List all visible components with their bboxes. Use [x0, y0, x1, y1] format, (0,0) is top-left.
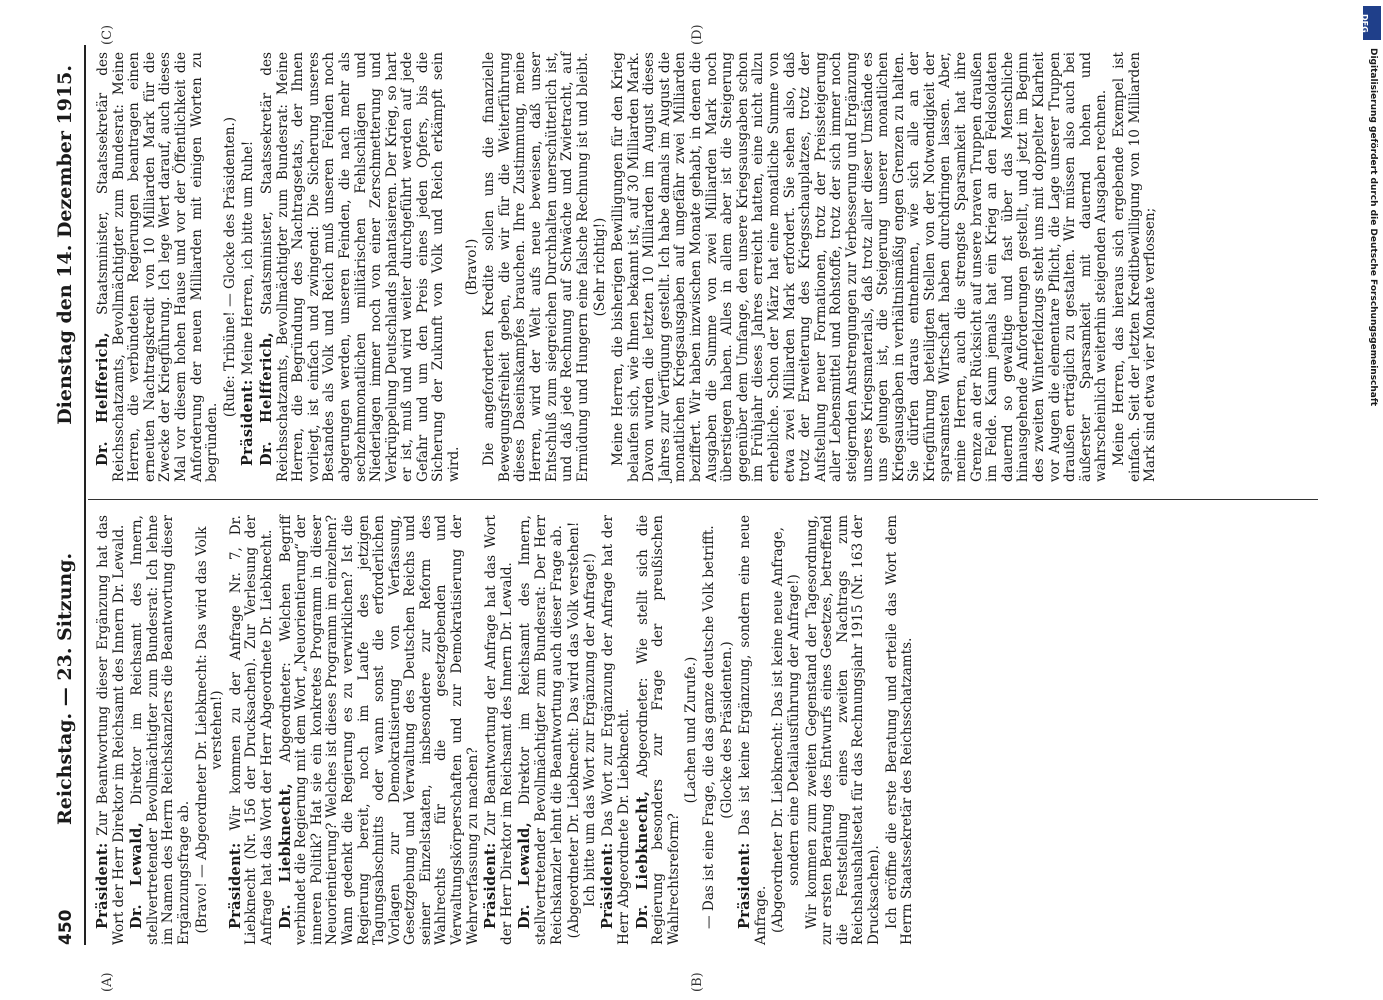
- speaker-name: Präsident:: [226, 842, 244, 929]
- margin-marker-a: (A): [100, 972, 115, 992]
- header-rule: [84, 45, 86, 945]
- speech-paragraph: [483, 515, 515, 945]
- paragraph: Die angeforderten Kredite sollen uns die finanzielle Bewegungsfreiheit geben, die wir für die Weiterführung dieses Daseinskampfes brauchen. Ihre Zustimmung, meine Herren, wird der Welt aufs neue beweisen, daß unser Entschluß zum siegreichen Durchhalten unerschütterlich ist, und daß jede Rechnung auf Schwäche und Zwietracht, auf Ermüdung und Hungern eine falsche Rechnung ist und bleibt.: [481, 52, 591, 482]
- speaker-name: Dr. Liebknecht,: [276, 783, 294, 929]
- speaker-name: Dr. Helfferich,: [94, 332, 111, 466]
- speech-paragraph: [228, 515, 276, 945]
- speech-paragraph: [129, 515, 192, 945]
- speech-text: Zur Beantwortung dieser Ergänzung hat das Wort der Herr Direktor im Reichsamt des Innern Dr. Lewald.: [95, 515, 127, 945]
- page-date: Dienstag den 14. Dezember 1915.: [54, 65, 76, 425]
- speech-paragraph: [737, 515, 769, 945]
- margin-marker-d: (D): [690, 24, 705, 45]
- interjection: (Sehr richtig!): [592, 217, 609, 317]
- right-column: [95, 52, 1161, 482]
- interjection: (Glocke des Präsidenten.): [718, 641, 735, 819]
- column-divider: [88, 499, 1318, 500]
- margin-marker-b: (B): [690, 972, 705, 992]
- speaker-name: Präsident:: [599, 842, 617, 929]
- speech-text: Das Wort zur Ergänzung der Anfrage hat der Herr Abgeordnete Dr. Liebknecht.: [600, 515, 632, 945]
- speaker-name: Dr. Helfferich,: [257, 332, 275, 466]
- paragraph: Meine Herren, die bisherigen Bewilligungen für den Krieg belaufen sich, wie Ihnen bekannt ist, auf 30 Milliarden Mark. Davon wurden die letzten 10 Milliarden im August dieses Jahres zur Verfügung gestellt. Ich habe damals im August die monatlichen Kriegsausgaben auf ungefähr zwei Milliarden beziffert. Wir haben inzwischen Monate gehabt, in denen die Ausgaben die Summe von zwei Milliarden Mark noch überstiegen haben. Alles in allem aber ist die Steigerung gegenüber dem Umfange, den unsere Kriegsausgaben schon im Frühjahr dieses Jahres erreicht hatten, eine nicht allzu erhebliche. Schon der März hat eine monatliche Summe von etwa zwei Milliarden Mark erfordert. Sie sehen also, daß trotz der Erweiterung des Kriegsschauplatzes, trotz der Aufstellung neuer Formationen, trotz der Preissteigerung aller Lebensmittel und Rohstoffe, trotz der sich immer noch steigernden Anstrengungen zur Verbesserung und Ergänzung unseres Kriegsmaterials, daß trotz aller dieser Umstände es uns gelungen ist, die Steigerung unserer monatlichen Kriegsausgaben in verhältnismäßig engen Grenzen zu halten. Sie dürfen daraus entnehmen, wie sich alle an der Kriegführung beteiligten Stellen von der Notwendigkeit der sparsamsten Wirtschaft haben durchdringen lassen. Aber, meine Herren, auch die strengste Sparsamkeit hat ihre Grenze an der Rücksicht auf unsere braven Truppen draußen im Felde. Kaum jemals hat ein Krieg an den Feldsoldaten dauernd so gewaltige und fast über das Menschliche hinausgehende Anforderungen gestellt, und jetzt im Beginn des zweiten Winterfeldzugs steht uns mit doppelter Klarheit vor Augen die elementare Pflicht, die Lage unserer Truppen draußen erträglich zu gestalten. Wir müssen also auch bei äußerster Sparsamkeit mit dauernd hohen und wahrscheinlich weiterhin steigenden Ausgaben rechnen.: [610, 52, 1110, 482]
- interjection: (Bravo!): [463, 238, 480, 296]
- speech-text: Zur Beantwortung der Anfrage hat das Wort der Herr Direktor im Reichsamt des Innern Dr. Lewald.: [483, 515, 515, 945]
- speech-paragraph: [240, 52, 257, 482]
- interjection: (Rufe: Tribüne! — Glocke des Präsidenten.): [221, 116, 238, 418]
- interjection: (Abgeordneter Dr. Liebknecht: Das ist keine neue Anfrage, sondern eine Detailausführung der Anfrage!): [770, 527, 802, 933]
- speech-text: Direktor im Reichsamt des Innern, stellvertretender Bevollmächtigter zum Bundesrat: Der Herr Reichskanzler lehnt die Beantwortung auch dieser Frage ab.: [517, 515, 565, 945]
- speaker-name: Präsident:: [736, 842, 754, 929]
- speaker-name: Präsident:: [94, 842, 111, 929]
- speech-paragraph: [95, 515, 127, 945]
- speech-paragraph: [95, 52, 221, 482]
- interjection: (Abgeordneter Dr. Liebknecht: Das wird das Volk verstehen! Ich bitte um das Wort zur Ergänzung der Anfrage!): [566, 521, 598, 939]
- paragraph: Ich eröffne die erste Beratung und erteile das Wort dem Herrn Staatssekretär des Reichsschatzamts.: [883, 515, 916, 945]
- speech-text: Direktor im Reichsamt des Innern, stellvertretender Bevollmächtigter zum Bundesrat: Ich lehne im Namen des Herrn Reichskanzlers die Beantwortung dieser Ergänzungsfrage ab.: [129, 515, 192, 945]
- speaker-name: Präsident:: [482, 842, 500, 929]
- speaker-name: Präsident:: [239, 379, 257, 466]
- speech-text: Abgeordneter: Wie stellt sich die Regierung besonders zur Frage der preußischen Wahlrechtsreform?: [634, 515, 682, 945]
- interjection: (Lachen und Zurufe.): [683, 656, 700, 804]
- speech-paragraph: [635, 515, 683, 945]
- speaker-name: Dr. Lewald,: [516, 822, 534, 929]
- speech-paragraph: [517, 515, 565, 945]
- speaker-name: Dr. Liebknecht,: [633, 790, 651, 929]
- speech-paragraph: [600, 515, 632, 945]
- speech-paragraph: [278, 515, 482, 945]
- speech-text: Abgeordneter: Welchen Begriff verbindet die Regierung mit dem Wort „Neuorientierung“ der inneren Politik? Hat sie ein konkretes Programm in dieser Neuorientierung? Welches ist dieses Programm im einzelnen? Wann gedenkt die Regierung es zu verwirklichen? Ist die Regierung bereit, noch im Laufe des jetzigen Tagungsabschnitts oder wann sonst die erforderlichen Vorlagen zur Demokratisierung von Verfassung, Gesetzgebung und Verwaltung des Deutschen Reichs und seiner Einzelstaaten, insbesondere zur Reform des Wahlrechts für die gesetzgebenden und Verwaltungskörperschaften und zur Demokratisierung der Wehrverfassung zu machen?: [277, 515, 481, 945]
- page-number: 450: [56, 909, 76, 945]
- speech-paragraph: [259, 52, 463, 482]
- speaker-name: Dr. Lewald,: [128, 822, 146, 929]
- paragraph: Wir kommen zum zweiten Gegenstand der Tagesordnung, zur ersten Beratung des Entwurfs eines Gesetzes, betreffend die Feststellung eines zweiten Nachtrags zum Reichshaushaltsetat für das Rechnungsjahr 1915 (Nr. 163 der Drucksachen).: [803, 515, 882, 945]
- left-column: [95, 515, 918, 945]
- speech-text: Das ist keine Ergänzung, sondern eine neue Anfrage.: [737, 515, 769, 945]
- dfg-logo: DFG: [1363, 6, 1381, 40]
- speech-text: Staatsminister, Staatssekretär des Reichsschatzamts, Bevollmächtigter zum Bundesrat: Meine Herren, die Begründung des Nachtragsetats, der Ihnen vorliegt, ist einfach und zwingend: Die Sicherung unseres Bestandes als Volk und Reich muß unseren Feinden noch abgerungen werden, unseren Feinden, die nach mehr als sechzehnmonatlichen militärischen Fehlschlägen und Niederlagen immer noch von einer Zerschmetterung und Verkrüppelung Deutschlands phantasieren. Der Krieg, so hart er ist, muß und wird weiter durchgeführt werden auf jede Gefahr und um den Preis eines jeden Opfers, bis die Sicherung der Zukunft von Volk und Reich erkämpft sein wird.: [258, 52, 463, 482]
- page-title: Reichstag. — 23. Sitzung.: [54, 552, 76, 825]
- digitization-note: Digitalisierung gefördert durch die Deutsche Forschungsgemeinschaft: [1368, 48, 1378, 407]
- margin-marker-c: (C): [100, 24, 115, 45]
- page-header: [52, 65, 82, 945]
- paragraph: — Das ist eine Frage, die das ganze deutsche Volk betrifft.: [700, 525, 717, 929]
- paragraph: Meine Herren, das hieraus sich ergebende Exempel ist einfach. Seit der letzten Kreditbewilligung von 10 Milliarden Mark sind etwa vier Monate verflossen;: [1111, 52, 1159, 482]
- speech-text: Staatsminister, Staatssekretär des Reichsschatzamts, Bevollmächtigter zum Bundesrat: Meine Herren, die verbündeten Regierungen beantragen einen erneuten Nachtragskredit von 10 Milliarden Mark für die Zwecke der Kriegführung. Ich lege Wert darauf, auch dieses Mal vor diesem hohen Hause und vor der Öffentlichkeit die Anforderung der neuen Milliarden mit einigen Worten zu begründen.: [95, 52, 221, 482]
- interjection: (Bravo! — Abgeordneter Dr. Liebknecht: Das wird das Volk verstehen!): [193, 526, 226, 934]
- speech-text: Meine Herren, ich bitte um Ruhe!: [240, 140, 257, 380]
- speech-text: Wir kommen zu der Anfrage Nr. 7, Dr. Liebknecht (Nr. 156 der Drucksachen). Zur Verlesung der Anfrage hat das Wort der Herr Abgeordnete Dr. Liebknecht.: [227, 515, 275, 945]
